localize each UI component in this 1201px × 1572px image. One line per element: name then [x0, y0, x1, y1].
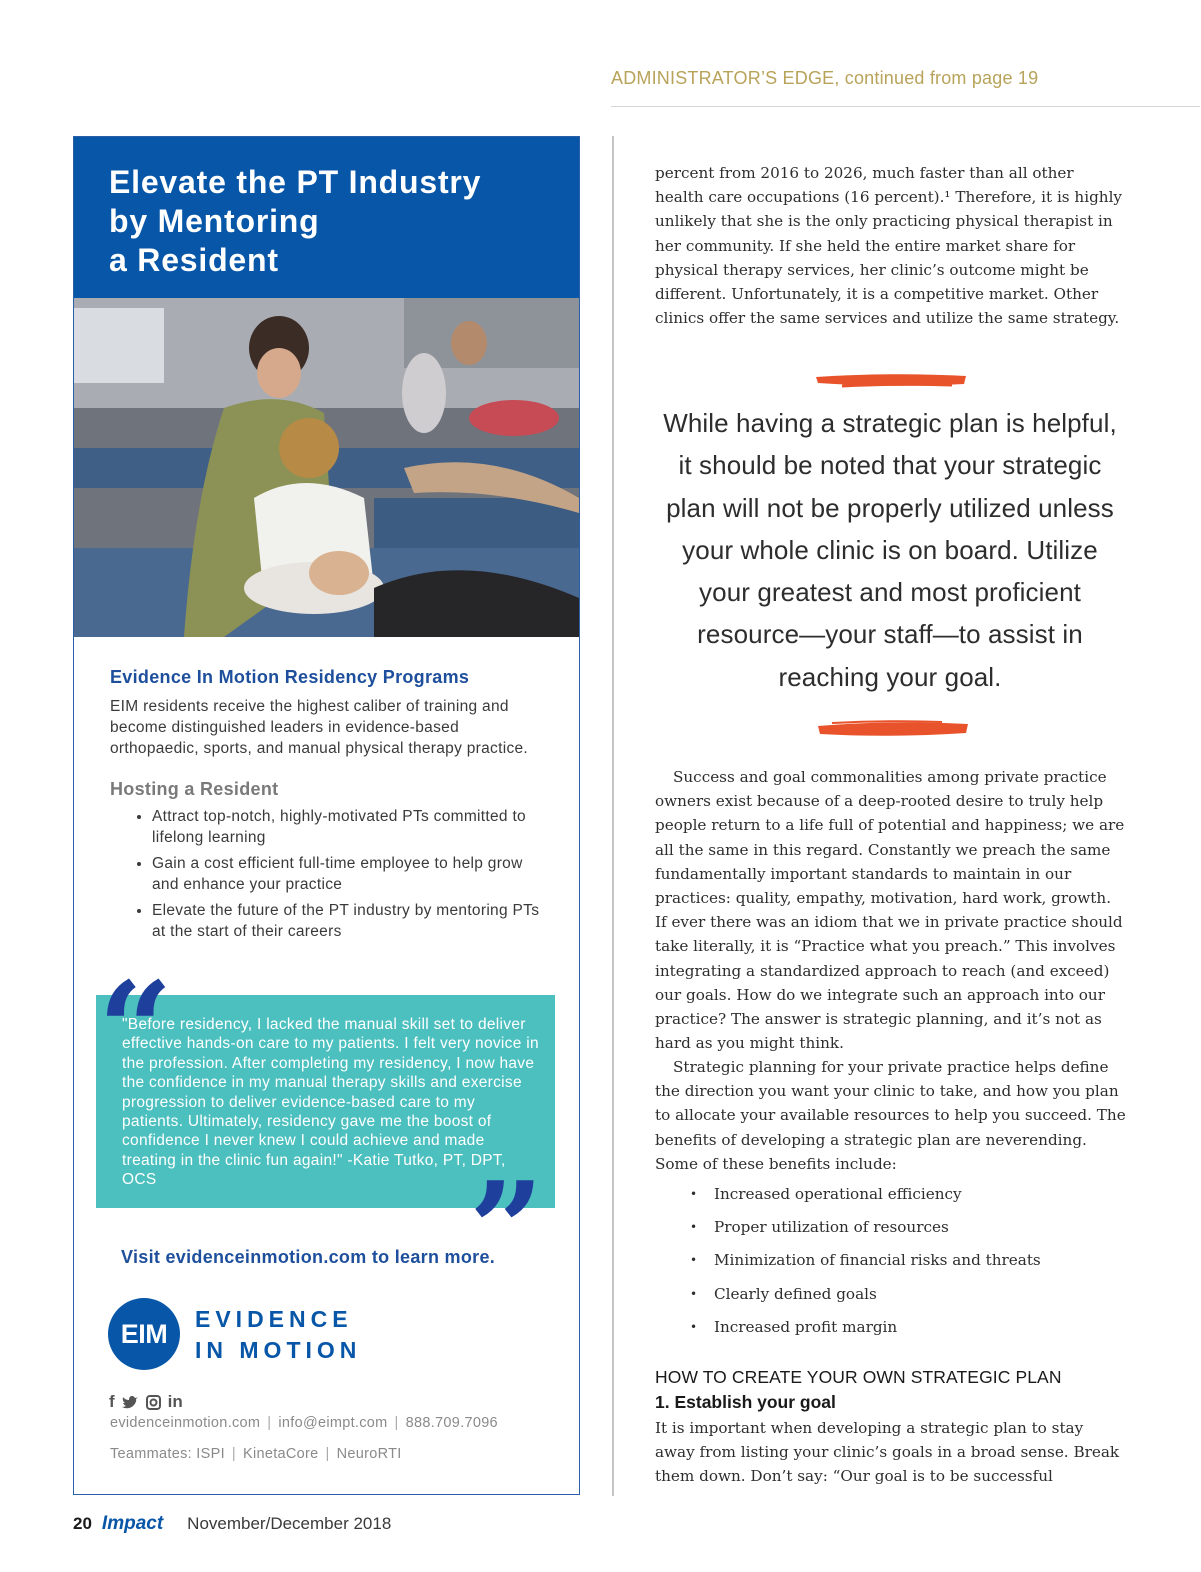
page-number: 20 [73, 1514, 92, 1533]
eim-logo-line1: EVIDENCE [195, 1306, 353, 1332]
list-item: • Elevate the future of the PT industry by mentoring PTs at the start of their careers [152, 900, 550, 942]
instagram-icon[interactable] [146, 1395, 161, 1410]
website-link[interactable]: evidenceinmotion.com [110, 1415, 261, 1431]
svg-text:”: ” [469, 1153, 544, 1306]
teammate-ispi: Teammates: ISPI [110, 1446, 225, 1462]
article-paragraph-step1: It is important when developing a strategic plan to stay away from listing your clinic’s goals in a broad sense. Break them down. Don’t say: “Our goal is to be successful [655, 1419, 1120, 1486]
ad-title: Elevate the PT Industry by Mentoring a Resident [109, 164, 482, 278]
open-quote-icon [98, 953, 188, 1106]
mentoring-photo-illustration [74, 298, 579, 637]
hosting-heading: Hosting a Resident [110, 779, 279, 799]
ad-intro: EIM residents receive the highest caliber of training and become distinguished leaders in evidence-based orthopaedic, sports, and manual physical therapy practice. [110, 698, 529, 757]
list-item: • Proper utilization of resources [676, 1215, 1106, 1248]
svg-text:“: “ [98, 953, 173, 1106]
section-heading: HOW TO CREATE YOUR OWN STRATEGIC PLAN [655, 1367, 1062, 1387]
linkedin-icon[interactable]: in [167, 1392, 183, 1411]
benefits-list [676, 1182, 1106, 1348]
twitter-icon[interactable] [122, 1395, 139, 1409]
publication-name: Impact [101, 1513, 164, 1534]
pull-quote: While having a strategic plan is helpful, it should be noted that your strategic plan will not be properly utilized unless your whole clinic is on board. Utilize your greatest and most proficient resource—your staff—to assist in reaching your goal. [663, 408, 1117, 692]
article-paragraph-continued: percent from 2016 to 2026, much faster than all other health care occupations (16 percent).¹ Therefore, it is highly unlikely that she is the only practicing physical therapist in her community. If she held the entire market share for physical therapy services, her clinic’s outcome might be different. Unfortunately, it is a competitive market. Other clinics offer the same services and utilize the same strategy. [655, 164, 1123, 328]
testimonial-text: "Before residency, I lacked the manual skill set to deliver effective hands-on care to my patients. I felt very novice in the profession. After completing my residency, I now have the confidence in my manual therapy skills and exercise progression to deliver evidence-based care to my patients. Ultimately, residency gave me the boost of confidence I never knew I could achieve and made treating in the clinic fun again!" -Katie Tutko, PT, DPT, OCS [122, 1016, 539, 1189]
column-rule [612, 136, 614, 1496]
article-paragraph-success: Success and goal commonalities among private practice owners exist because of a deep-rooted desire to truly help people return to a life full of potential and happiness; we are all the same in this regard. Constantly we preach the same fundamentally important standards to maintain in our practices: quality, empathy, motivation, hard work, growth. If ever there was an idiom that we in private practice should take literally, it is “Practice what you preach.” This involves integrating a standardized approach to reach (and exceed) our goals. How do we integrate such an approach into our practice? The answer is strategic planning, and it’s not as hard as you might think. [655, 768, 1125, 1053]
teammate-neurorti: NeuroRTI [336, 1446, 402, 1462]
header-rule [611, 106, 1200, 107]
ad-body [110, 667, 550, 947]
issue-date: November/December 2018 [187, 1514, 392, 1533]
ad-banner [74, 137, 579, 298]
email-link[interactable]: info@eimpt.com [278, 1415, 388, 1431]
facebook-icon[interactable]: f [109, 1392, 115, 1411]
contact-line: evidenceinmotion.com | info@eimpt.com | 888.709.7096 [110, 1415, 498, 1431]
running-head: ADMINISTRATOR’S EDGE, continued from page 19 [611, 68, 1039, 88]
teammate-kinetacore: KinetaCore [242, 1446, 319, 1462]
teammates-line: Teammates: ISPI | KinetaCore | NeuroRTI [110, 1446, 402, 1462]
eim-logo-mark: EIM [108, 1298, 180, 1370]
pull-quote-bottom-stroke [812, 718, 972, 742]
list-item: • Attract top-notch, highly-motivated PTs committed to lifelong learning [152, 806, 550, 848]
list-item: • Clearly defined goals [676, 1282, 1106, 1315]
ad-cta-link[interactable]: Visit evidenceinmotion.com to learn more. [121, 1247, 496, 1267]
list-item: • Increased profit margin [676, 1315, 1106, 1348]
pull-quote-top-stroke [812, 368, 972, 392]
eim-advertisement [73, 136, 580, 1495]
article-paragraph-strategic: Strategic planning for your private practice helps define the direction you want your clinic to take, and how you plan to allocate your available resources to help you succeed. The benefits of developing a strategic plan are neverending. Some of these benefits include: [655, 1058, 1126, 1173]
list-item: • Gain a cost efficient full-time employee to help grow and enhance your practice [152, 853, 550, 895]
page-footer [73, 1513, 391, 1535]
ad-subtitle: Evidence In Motion Residency Programs [110, 667, 470, 687]
hosting-list [110, 806, 550, 942]
list-item: • Minimization of financial risks and threats [676, 1248, 1106, 1281]
eim-logo-line2: IN MOTION [195, 1337, 362, 1363]
list-item: • Increased operational efficiency [676, 1182, 1106, 1215]
close-quote-icon [469, 1153, 559, 1306]
mentoring-photo [74, 298, 579, 637]
social-icons [109, 1392, 183, 1412]
subsection-heading: 1. Establish your goal [655, 1392, 836, 1412]
phone-number: 888.709.7096 [405, 1415, 498, 1431]
